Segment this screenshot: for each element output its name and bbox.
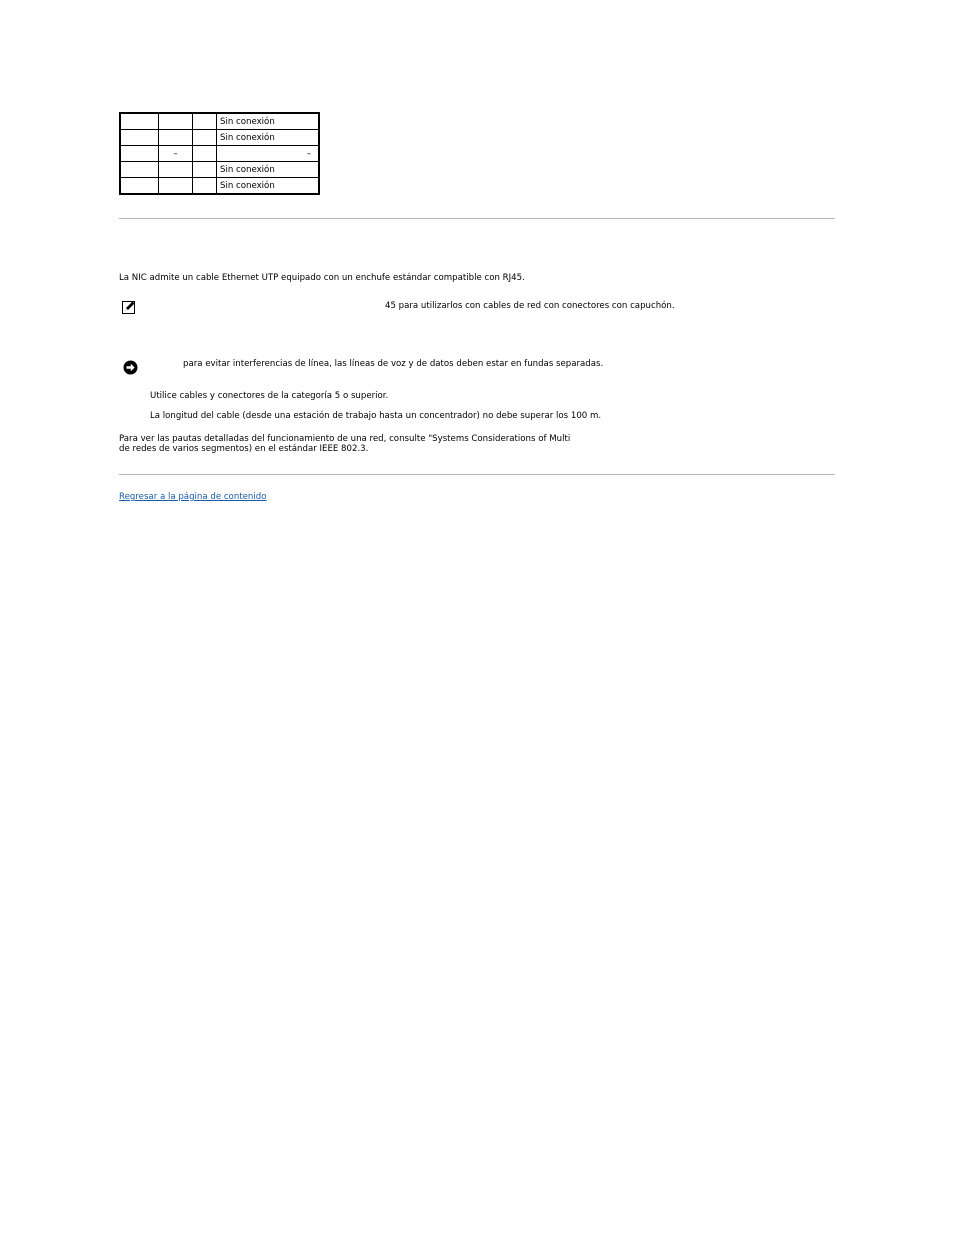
table-cell	[193, 178, 217, 195]
note-text: 45 para utilizarlos con cables de red con conectores con capuchón.	[385, 301, 675, 311]
divider	[119, 474, 835, 475]
table-cell	[217, 162, 320, 178]
table-cell	[120, 113, 159, 130]
arrow-circle-notice-icon	[123, 360, 138, 375]
table-cell	[159, 113, 193, 130]
table-row	[120, 130, 319, 146]
table-cell	[193, 113, 217, 130]
table-cell: –	[159, 146, 193, 162]
pencil-note-icon	[122, 300, 136, 314]
table-cell	[120, 178, 159, 195]
table-cell	[217, 130, 320, 146]
signal-label: Sin conexión	[220, 116, 275, 127]
table-cell	[217, 178, 320, 195]
table-cell	[217, 146, 320, 162]
table-cell	[193, 130, 217, 146]
table-row	[120, 146, 319, 162]
notice-text: para evitar interferencias de línea, las líneas de voz y de datos deben estar en fundas separadas.	[183, 359, 604, 369]
pin-table	[119, 112, 320, 195]
guidelines-line-2: de redes de varios segmentos) en el estándar IEEE 802.3.	[119, 444, 369, 454]
list-item: Utilice cables y conectores de la categoría 5 o superior.	[150, 391, 389, 401]
signal-label: Sin conexión	[220, 180, 275, 191]
intro-text: La NIC admite un cable Ethernet UTP equipado con un enchufe estándar compatible con RJ45.	[119, 273, 525, 283]
divider	[119, 218, 835, 219]
table-cell	[120, 130, 159, 146]
table-cell	[120, 162, 159, 178]
table-cell	[159, 162, 193, 178]
list-item: La longitud del cable (desde una estación de trabajo hasta un concentrador) no debe superar los 100 m.	[150, 411, 602, 421]
table-cell	[159, 130, 193, 146]
table-row	[120, 162, 319, 178]
table-cell	[193, 162, 217, 178]
table-row	[120, 178, 319, 195]
guidelines-line-1: Para ver las pautas detalladas del funcionamiento de una red, consulte "Systems Considerations of Multi	[119, 434, 571, 444]
signal-label: Sin conexión	[220, 164, 275, 175]
table-cell	[159, 178, 193, 195]
back-to-contents-link[interactable]: Regresar a la página de contenido	[119, 492, 267, 502]
table-cell	[217, 113, 320, 130]
signal-label: Sin conexión	[220, 132, 275, 143]
dash-mark: –	[306, 148, 311, 159]
table-cell	[120, 146, 159, 162]
table-row	[120, 113, 319, 130]
table-cell	[193, 146, 217, 162]
